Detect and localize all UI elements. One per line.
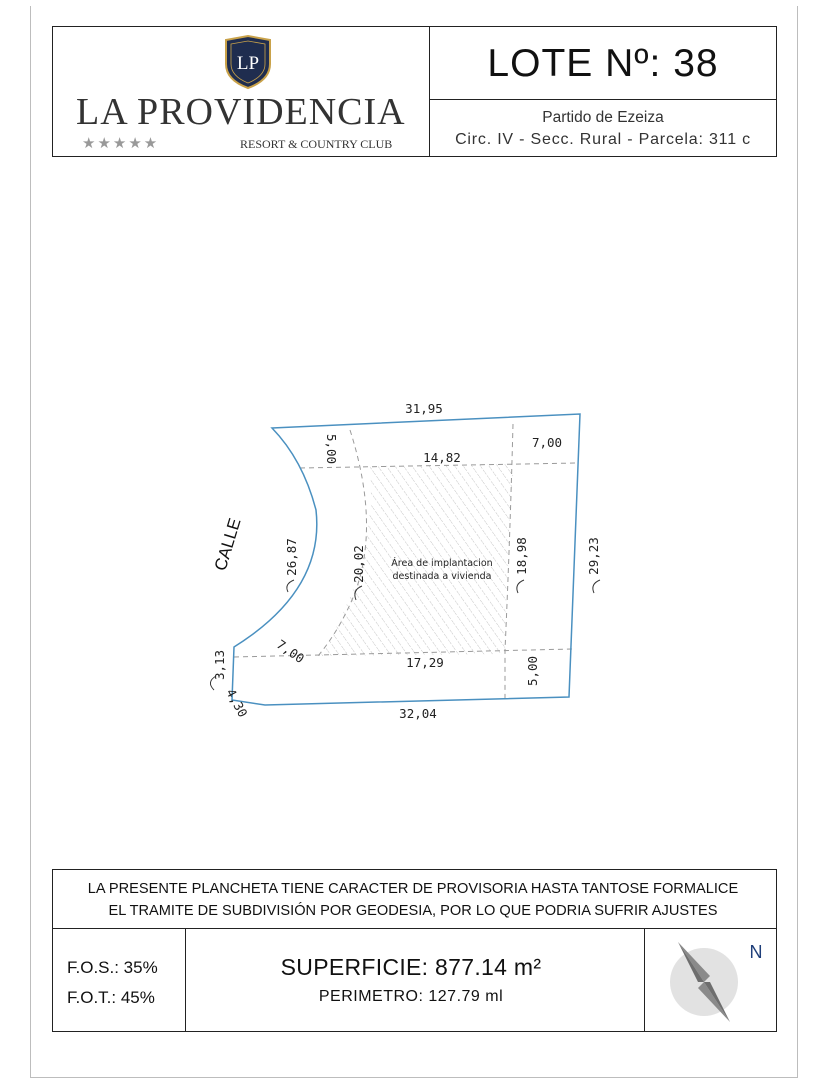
street-label: CALLE — [210, 515, 245, 573]
dim-left-setback: 7,00 — [273, 636, 308, 667]
dim-inner-top: 14,82 — [423, 450, 461, 465]
footer-divider — [52, 928, 777, 929]
fos-value: F.O.S.: 35% — [67, 958, 158, 977]
dim-bottom-setback: 5,00 — [525, 655, 540, 687]
provisional-notice — [52, 878, 774, 922]
dim-right-side: 29,23 — [586, 537, 601, 575]
dim-top-setback: 5,00 — [324, 433, 339, 465]
north-label: N — [749, 942, 763, 962]
partido-label: Partido de Ezeiza — [542, 109, 664, 126]
area-label-line1: Área de implantacion — [391, 558, 493, 569]
logo-name: LA PROVIDENCIA — [76, 91, 406, 133]
footer-right-divider — [644, 928, 645, 1032]
notice-line-2: EL TRAMITE DE SUBDIVISIÓN POR GEODESIA, POR LO QUE PODRIA SUFRIR AJUSTES — [108, 903, 718, 919]
dim-bottom: 32,04 — [399, 706, 437, 721]
perimetro-value: PERIMETRO: 127.79 ml — [318, 988, 504, 1005]
dim-top: 31,95 — [405, 401, 443, 416]
superficie-value: SUPERFICIE: 877.14 m² — [280, 954, 542, 980]
area-label-line2: destinada a vivienda — [392, 571, 492, 582]
circunscripcion-label: Circ. IV - Secc. Rural - Parcela: 311 c — [455, 131, 751, 148]
logo-stars: ★★★★★ — [82, 135, 160, 152]
logo-subtitle: RESORT & COUNTRY CLUB — [240, 137, 393, 151]
dim-curve-inner: 20,02 — [351, 545, 366, 583]
notice-line-1: LA PRESENTE PLANCHETA TIENE CARACTER DE PROVISORIA HASTA TANTOSE FORMALICE — [87, 881, 739, 897]
dim-right-setback: 7,00 — [531, 435, 563, 450]
compass-icon — [660, 936, 770, 1026]
logo-monogram: LP — [236, 53, 260, 74]
lote-title: LOTE Nº: 38 — [487, 42, 719, 85]
dim-curve-outer: 26,87 — [284, 538, 299, 576]
dim-inner-right: 18,98 — [514, 537, 529, 575]
dim-inner-bottom: 17,29 — [406, 655, 444, 670]
dim-left-short: 3,13 — [212, 649, 227, 681]
dim-corner: 4,30 — [223, 686, 251, 720]
fot-value: F.O.T.: 45% — [67, 988, 155, 1007]
